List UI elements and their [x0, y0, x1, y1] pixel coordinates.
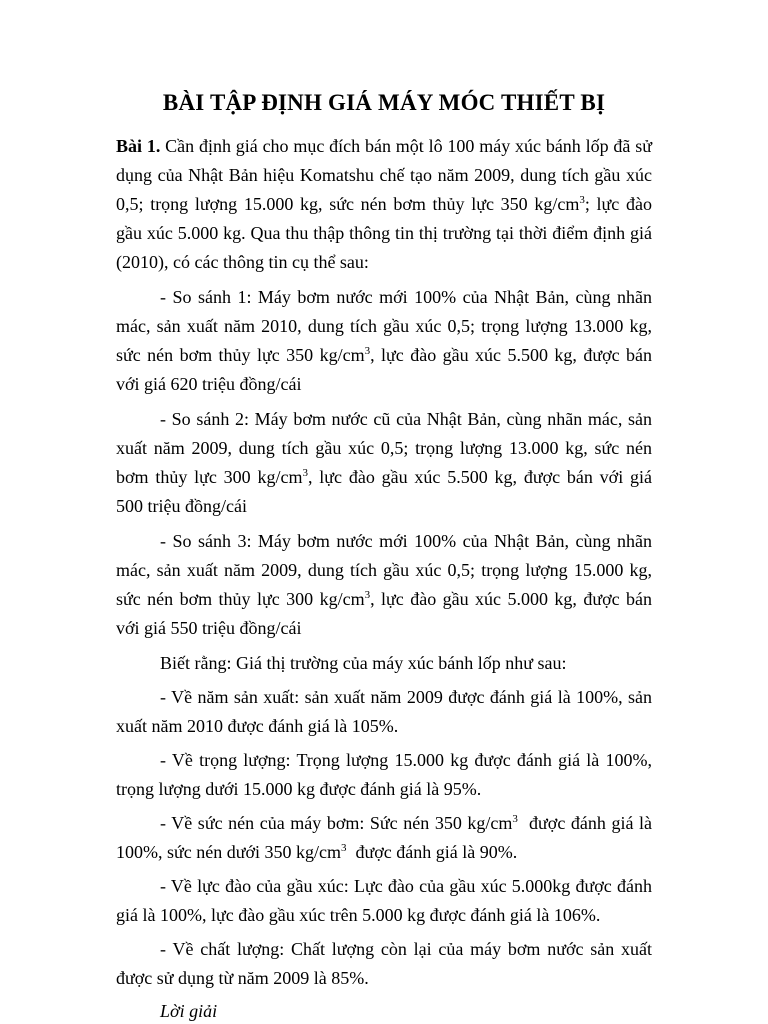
comparison-3-line: sức nén bơm thủy lực 300 $kg/cm^3$, lực đào gầu xúc 5.000 kg, được bán	[116, 589, 653, 609]
criterion-digging-force-line: giá là 100%, lực đào gầu xúc trên 5.000 kg được đánh giá là 106%.	[116, 905, 601, 925]
comparison-1-line: - So sánh 1: Máy bơm nước mới 100% của Nhật Bản, cùng nhãn	[160, 287, 652, 307]
comparison-1-line: với giá 620 triệu đồng/cái	[116, 374, 302, 394]
criterion-quality-line: - Về chất lượng: Chất lượng còn lại của máy bơm nước sản xuất	[160, 939, 652, 959]
comparison-2-line: bơm thủy lực 300 $kg/cm^3$, lực đào gầu xúc 5.500 kg, được bán với giá	[116, 467, 652, 487]
criterion-digging-force-line: - Về lực đào của gầu xúc: Lực đào của gầu xúc 5.000kg được đánh	[160, 876, 652, 896]
criterion-quality-line: được sử dụng từ năm 2009 là 85%.	[116, 968, 369, 988]
criterion-weight-line: trọng lượng dưới 15.000 kg được đánh giá là 95%.	[116, 779, 482, 799]
comparison-3-line: với giá 550 triệu đồng/cái	[116, 618, 302, 638]
comparison-1-line: sức nén bơm thủy lực 350 $kg/cm^3$, lực đào gầu xúc 5.500 kg, được bán	[116, 345, 653, 365]
solution-heading: Lời giải	[160, 1001, 218, 1021]
criterion-pressure-line: 100%, sức nén dưới 350 $kg/cm^3$ được đánh giá là 90%.	[116, 842, 518, 862]
exercise-1-line: gầu xúc 5.000 kg. Qua thu thập thông tin thị trường tại thời điểm định giá	[116, 223, 652, 243]
exercise-label: Bài 1.	[116, 136, 161, 156]
comparison-3-line: - So sánh 3: Máy bơm nước mới 100% của Nhật Bản, cùng nhãn	[160, 531, 652, 551]
exercise-1-line: Bài 1. Cần định giá cho mục đích bán một lô 100 máy xúc bánh lốp đã sử	[116, 136, 652, 156]
criterion-weight-line: - Về trọng lượng: Trọng lượng 15.000 kg được đánh giá là 100%,	[160, 750, 652, 770]
comparison-3-line: mác, sản xuất năm 2009, dung tích gầu xúc 0,5; trọng lượng 15.000 kg,	[116, 560, 652, 580]
exercise-1-line: 0,5; trọng lượng 15.000 kg, sức nén bơm thủy lực 350 $kg/cm^3$; lực đào	[116, 194, 652, 214]
criterion-year-line: xuất năm 2010 được đánh giá là 105%.	[116, 716, 399, 736]
exercise-1-line: (2010), có các thông tin cụ thể sau:	[116, 252, 369, 272]
comparison-1-line: mác, sản xuất năm 2010, dung tích gầu xúc 0,5; trọng lượng 13.000 kg,	[116, 316, 652, 336]
comparison-2-line: - So sánh 2: Máy bơm nước cũ của Nhật Bản, cùng nhãn mác, sản	[160, 409, 652, 429]
comparison-2-line: 500 triệu đồng/cái	[116, 496, 247, 516]
page-title: BÀI TẬP ĐỊNH GIÁ MÁY MÓC THIẾT BỊ	[162, 90, 606, 115]
criterion-pressure-line: - Về sức nén của máy bơm: Sức nén 350 $kg/cm^3$ được đánh giá là	[160, 813, 653, 833]
given-info-heading: Biết rằng: Giá thị trường của máy xúc bánh lốp như sau:	[160, 653, 567, 673]
criterion-year-line: - Về năm sản xuất: sản xuất năm 2009 được đánh giá là 100%, sản	[160, 687, 652, 707]
comparison-2-line: xuất năm 2009, dung tích gầu xúc 0,5; trọng lượng 13.000 kg, sức nén	[116, 438, 652, 458]
exercise-1-line: dụng của Nhật Bản hiệu Komatshu chế tạo năm 2009, dung tích gầu xúc	[116, 165, 652, 185]
